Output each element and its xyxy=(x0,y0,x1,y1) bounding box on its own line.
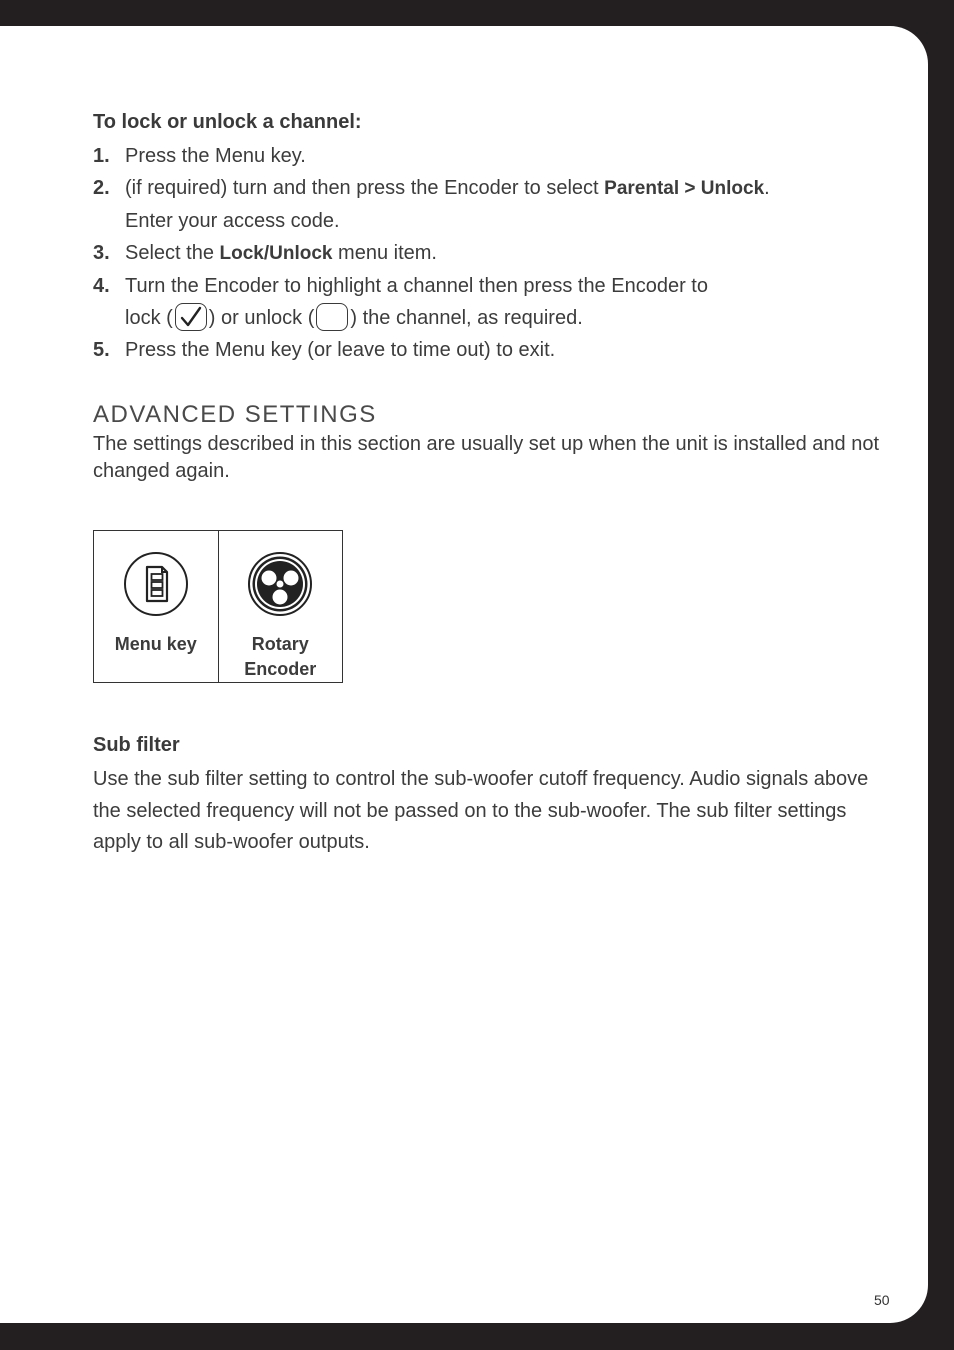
page-number: 50 xyxy=(874,1292,890,1308)
unlock-text: ) or unlock ( xyxy=(208,307,315,329)
rotary-encoder-cell xyxy=(218,531,343,682)
step-number: 1. xyxy=(93,145,110,167)
step-text-line2: Enter your access code. xyxy=(125,210,340,232)
menu-path-term: Parental > Unlock xyxy=(604,178,765,199)
manual-page xyxy=(0,26,928,1323)
lock-steps-list xyxy=(93,140,883,366)
lock-text: lock ( xyxy=(125,307,173,329)
advanced-settings-heading: ADVANCED SETTINGS xyxy=(93,401,377,428)
menu-key-label xyxy=(94,632,218,657)
key-reference-table xyxy=(93,530,343,683)
step-text: Select the xyxy=(125,242,220,264)
checked-lock-icon xyxy=(175,303,207,331)
lock-section-heading: To lock or unlock a channel: xyxy=(93,111,362,133)
step-text-end: ) the channel, as required. xyxy=(350,307,583,329)
step-5 xyxy=(93,334,883,366)
advanced-settings-text: The settings described in this section are usually set up when the unit is installed and not changed again. xyxy=(93,433,880,482)
rotary-encoder-label xyxy=(219,632,343,682)
sub-filter-heading: Sub filter xyxy=(93,734,180,756)
step-number: 2. xyxy=(93,177,110,199)
menu-item-term: Lock/Unlock xyxy=(219,243,333,264)
rotary-encoder-icon xyxy=(247,551,313,617)
step-number: 4. xyxy=(93,275,110,297)
step-text: Press the Menu key. xyxy=(125,145,306,167)
step-2 xyxy=(93,172,883,237)
sub-filter-text: Use the sub filter setting to control the sub-woofer cutoff frequency. Audio signals above the selected frequency will not be passed on to the sub-woofer. The sub filter settings apply to all sub-woofer outputs. xyxy=(93,768,869,853)
step-text-end: . xyxy=(764,177,770,199)
step-3 xyxy=(93,237,883,270)
step-text-end: menu item. xyxy=(332,242,437,264)
step-text: Press the Menu key (or leave to time out) to exit. xyxy=(125,339,556,361)
menu-key-icon xyxy=(123,551,189,617)
step-number: 3. xyxy=(93,242,110,264)
rotary-label-line2: Encoder xyxy=(244,659,317,679)
step-text: Turn the Encoder to highlight a channel then press the Encoder to xyxy=(125,275,708,297)
unchecked-box-icon xyxy=(316,303,348,331)
menu-key-cell xyxy=(94,531,218,682)
menu-key-label-text: Menu key xyxy=(114,634,197,654)
step-text: (if required) turn and then press the Encoder to select xyxy=(125,177,605,199)
step-4 xyxy=(93,270,883,334)
step-1 xyxy=(93,140,883,172)
rotary-label-line1: Rotary xyxy=(251,634,309,654)
step-number: 5. xyxy=(93,339,110,361)
